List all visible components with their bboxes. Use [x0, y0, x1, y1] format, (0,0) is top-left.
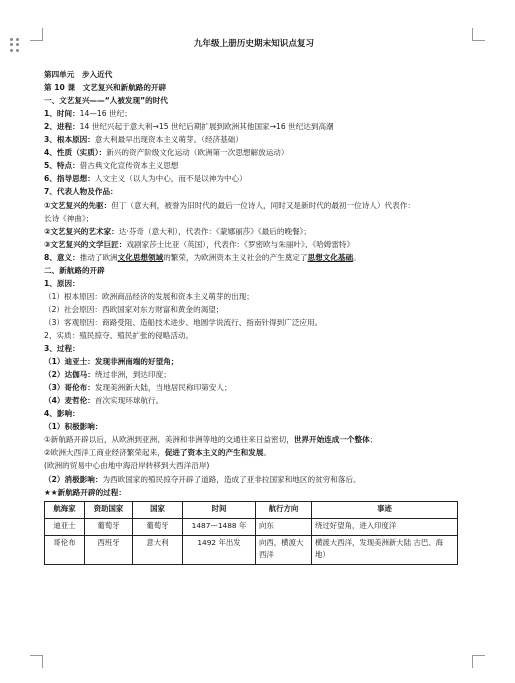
list-item: ②欧洲大西洋工商业经济繁荣起来，促进了资本主义的产生和发展。 — [44, 448, 272, 458]
drag-handle-icon[interactable] — [10, 38, 20, 52]
table-cell: 1487—1488 年 — [183, 518, 256, 535]
table-header: 航海家 — [45, 501, 85, 518]
list-item: 3、根本原因：意大利最早出现资本主义萌芽。（经济基础） — [44, 135, 243, 145]
list-item: 3、过程： — [44, 344, 80, 354]
list-item: （1）积极影响： — [44, 422, 103, 432]
list-item: （2）社会原因：西欧国家对东方财富和黄金的渴望； — [44, 304, 224, 314]
list-item: ①文艺复兴的先驱：但丁（意大利，被誉为旧时代的最后一位诗人，同时又是新时代的最初一位诗人）代表作： — [44, 200, 415, 210]
page-corner-mark — [30, 28, 43, 41]
list-item: 2、实质：殖民掠夺、殖民扩张的侵略活动。 — [44, 330, 194, 340]
table-cell: 葡萄牙 — [133, 518, 183, 535]
section-heading: 一、文艺复兴——“人被发现”的时代 — [44, 96, 168, 106]
list-item: 4、影响： — [44, 409, 80, 419]
page-corner-mark — [472, 28, 485, 41]
list-item: 1、时间：14—16 世纪； — [44, 109, 132, 119]
lesson-heading: 第 10 课 文艺复兴和新航路的开辟 — [44, 83, 167, 93]
table-cell: 葡萄牙 — [85, 518, 133, 535]
list-item: （1）迪亚士：发现非洲南端的好望角； — [44, 357, 179, 367]
table-header: 国家 — [133, 501, 183, 518]
table-cell: 西班牙 — [85, 535, 133, 564]
list-item: （2）消极影响：为西欧国家的殖民掠夺开辟了道路，造成了亚非拉国家和地区的贫穷和落后。 — [44, 474, 361, 484]
unit-heading: 第四单元 步入近代 — [44, 70, 113, 80]
list-item: （4）麦哲伦：首次实现环球航行。 — [44, 396, 164, 406]
list-item: （1）根本原因：欧洲商品经济的发展和资本主义萌芽的出现； — [44, 291, 254, 301]
table-header: 事迹 — [312, 501, 458, 518]
list-item: 5、特点：借古典文化宣传资本主义思想 — [44, 161, 179, 171]
table-cell: 绕过好望角，进入印度洋 — [312, 518, 458, 535]
table-header: 时间 — [183, 501, 256, 518]
list-item: (欧洲的贸易中心由地中海沿岸转移到大西洋沿岸) — [44, 461, 210, 471]
table-cell: 向西，横渡大西洋 — [256, 535, 312, 564]
document-title: 九年级上册历史期末知识点复习 — [193, 39, 315, 49]
table-cell: 哥伦布 — [45, 535, 85, 564]
list-item: 1、原因： — [44, 278, 80, 288]
section-heading: 二、新航路的开辟 — [44, 265, 105, 275]
list-item: 2、进程：14 世纪兴起于意大利→15 世纪后期扩展到欧洲其他国家→16 世纪达到高潮 — [44, 122, 334, 132]
list-item: （2）达伽马：绕过非洲，到达印度； — [44, 370, 171, 380]
list-item: （3）哥伦布：发现美洲新大陆，当地居民称印第安人； — [44, 383, 232, 393]
table-caption: ★★新航路开辟的过程： — [44, 487, 126, 497]
page-corner-mark — [30, 655, 43, 668]
table-row — [45, 535, 458, 564]
table-header: 航行方向 — [256, 501, 312, 518]
list-item: 4、性质（实质）：新兴的资产阶级文化运动（欧洲第一次思想解放运动） — [44, 148, 289, 158]
table-cell: 迪亚士 — [45, 518, 85, 535]
list-item: ③文艺复兴的文学巨匠：戏剧家莎士比亚（英国），代表作：《罗密欧与朱丽叶》、《哈姆雷特》 — [44, 239, 355, 249]
table-row — [45, 518, 458, 535]
table-cell: 意大利 — [133, 535, 183, 564]
list-item: ②文艺复兴的艺术家：达·芬奇（意大利），代表作：《蒙娜丽莎》《最后的晚餐》； — [44, 226, 312, 236]
list-item: 6、指导思想：人文主义（以人为中心，而不是以神为中心） — [44, 174, 247, 184]
table-cell: 1492 年出发 — [183, 535, 256, 564]
list-item-continued: 长诗《神曲》； — [44, 213, 94, 223]
list-item: ①新航路开辟以后，从欧洲到亚洲、美洲和非洲等地的交通往来日益密切，世界开始连成一个整体； — [44, 435, 378, 445]
table-cell: 横渡大西洋，发现美洲新大陆 古巴、海地） — [312, 535, 458, 564]
list-item: 8、意义：推动了欧洲文化思想领域的繁荣，为欧洲资本主义社会的产生奠定了思想文化基础。 — [44, 252, 361, 262]
list-item: （3）客观原因：商路受阻、造船技术进步、地圆学说流行、指南针得到广泛应用。 — [44, 317, 323, 327]
table-cell: 向东 — [256, 518, 312, 535]
table-header: 资助国家 — [85, 501, 133, 518]
list-item: 7、代表人物及作品： — [44, 187, 118, 197]
document-body — [44, 38, 464, 565]
page-corner-mark — [472, 655, 485, 668]
voyages-table — [44, 501, 458, 565]
